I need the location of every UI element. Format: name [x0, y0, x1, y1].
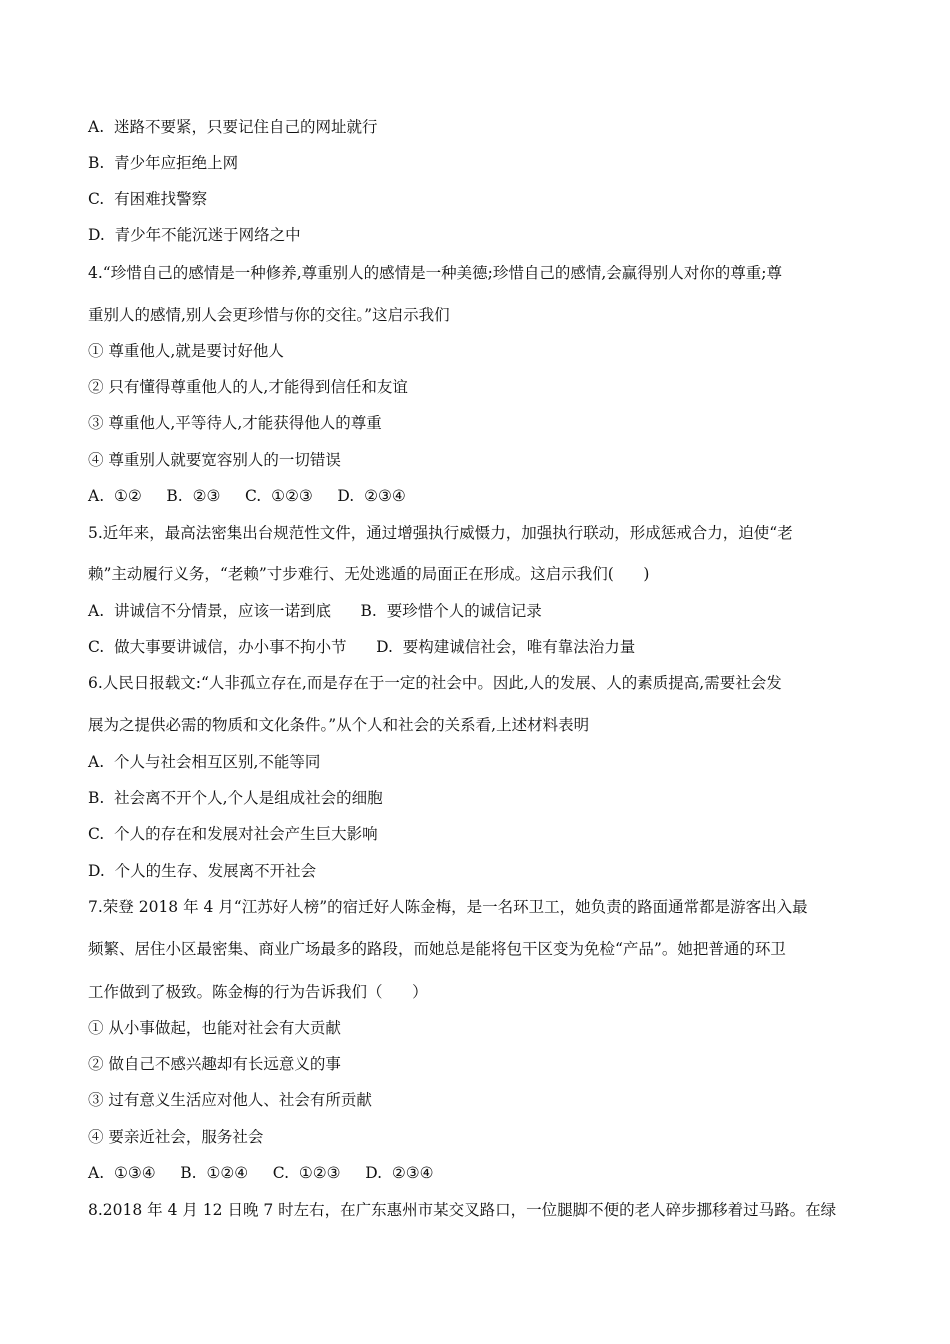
- q7-stem-line2: 频繁、居住小区最密集、商业广场最多的路段，而她总是能将包干区变为免检“产品”。她把普通的环卫: [88, 940, 786, 958]
- q3-option-d: D. 青少年不能沉迷于网络之中: [88, 226, 301, 244]
- q8-stem-line1: 8.2018 年 4 月 12 日晚 7 时左右，在广东惠州市某交叉路口，一位腿脚不便的老人碎步挪移着过马路。在绿: [88, 1201, 837, 1219]
- q4-item-4: ④ 尊重别人就要宽容别人的一切错误: [88, 451, 341, 469]
- q7-item-4: ④ 要亲近社会，服务社会: [88, 1128, 264, 1146]
- q5-options-cd: C. 做大事要讲诚信，办小事不拘小节 D. 要构建诚信社会，唯有靠法治力量: [88, 638, 636, 656]
- q6-option-d: D. 个人的生存、发展离不开社会: [88, 862, 317, 880]
- q4-stem-line2: 重别人的感情,别人会更珍惜与你的交往。”这启示我们: [88, 306, 450, 324]
- q5-stem-line2: 赖”主动履行义务，“老赖”寸步难行、无处逃遁的局面正在形成。这启示我们( ): [88, 565, 650, 583]
- q4-item-2: ② 只有懂得尊重他人的人,才能得到信任和友谊: [88, 378, 408, 396]
- q7-stem-line3: 工作做到了极致。陈金梅的行为告诉我们（ ）: [88, 983, 428, 1001]
- q6-option-a: A. 个人与社会相互区别,不能等同: [88, 753, 321, 771]
- q5-stem-line1: 5.近年来，最高法密集出台规范性文件，通过增强执行威慑力，加强执行联动，形成惩戒合力，迫使“老: [88, 524, 793, 542]
- q4-item-1: ① 尊重他人,就是要讨好他人: [88, 342, 284, 360]
- q4-item-3: ③ 尊重他人,平等待人,才能获得他人的尊重: [88, 414, 382, 432]
- q7-stem-line1: 7.荣登 2018 年 4 月“江苏好人榜”的宿迁好人陈金梅，是一名环卫工，她负责的路面通常都是游客出入最: [88, 898, 808, 916]
- q6-stem-line1: 6.人民日报载文:“人非孤立存在,而是存在于一定的社会中。因此,人的发展、人的素质提高,需要社会发: [88, 674, 782, 692]
- q6-option-b: B. 社会离不开个人,个人是组成社会的细胞: [88, 789, 383, 807]
- q4-options: A. ①② B. ②③ C. ①②③ D. ②③④: [88, 487, 406, 505]
- q3-option-a: A. 迷路不要紧，只要记住自己的网址就行: [88, 118, 378, 136]
- q3-option-c: C. 有困难找警察: [88, 190, 208, 208]
- q7-item-1: ① 从小事做起，也能对社会有大贡献: [88, 1019, 341, 1037]
- q5-options-ab: A. 讲诚信不分情景，应该一诺到底 B. 要珍惜个人的诚信记录: [88, 602, 542, 620]
- q3-option-b: B. 青少年应拒绝上网: [88, 154, 239, 172]
- q7-item-2: ② 做自己不感兴趣却有长远意义的事: [88, 1055, 341, 1073]
- q6-stem-line2: 展为之提供必需的物质和文化条件。”从个人和社会的关系看,上述材料表明: [88, 716, 590, 734]
- q6-option-c: C. 个人的存在和发展对社会产生巨大影响: [88, 825, 378, 843]
- q7-options: A. ①③④ B. ①②④ C. ①②③ D. ②③④: [88, 1164, 434, 1182]
- q7-item-3: ③ 过有意义生活应对他人、社会有所贡献: [88, 1091, 372, 1109]
- q4-stem-line1: 4.“珍惜自己的感情是一种修养,尊重别人的感情是一种美德;珍惜自己的感情,会赢得别人对你的尊重;尊: [88, 264, 783, 282]
